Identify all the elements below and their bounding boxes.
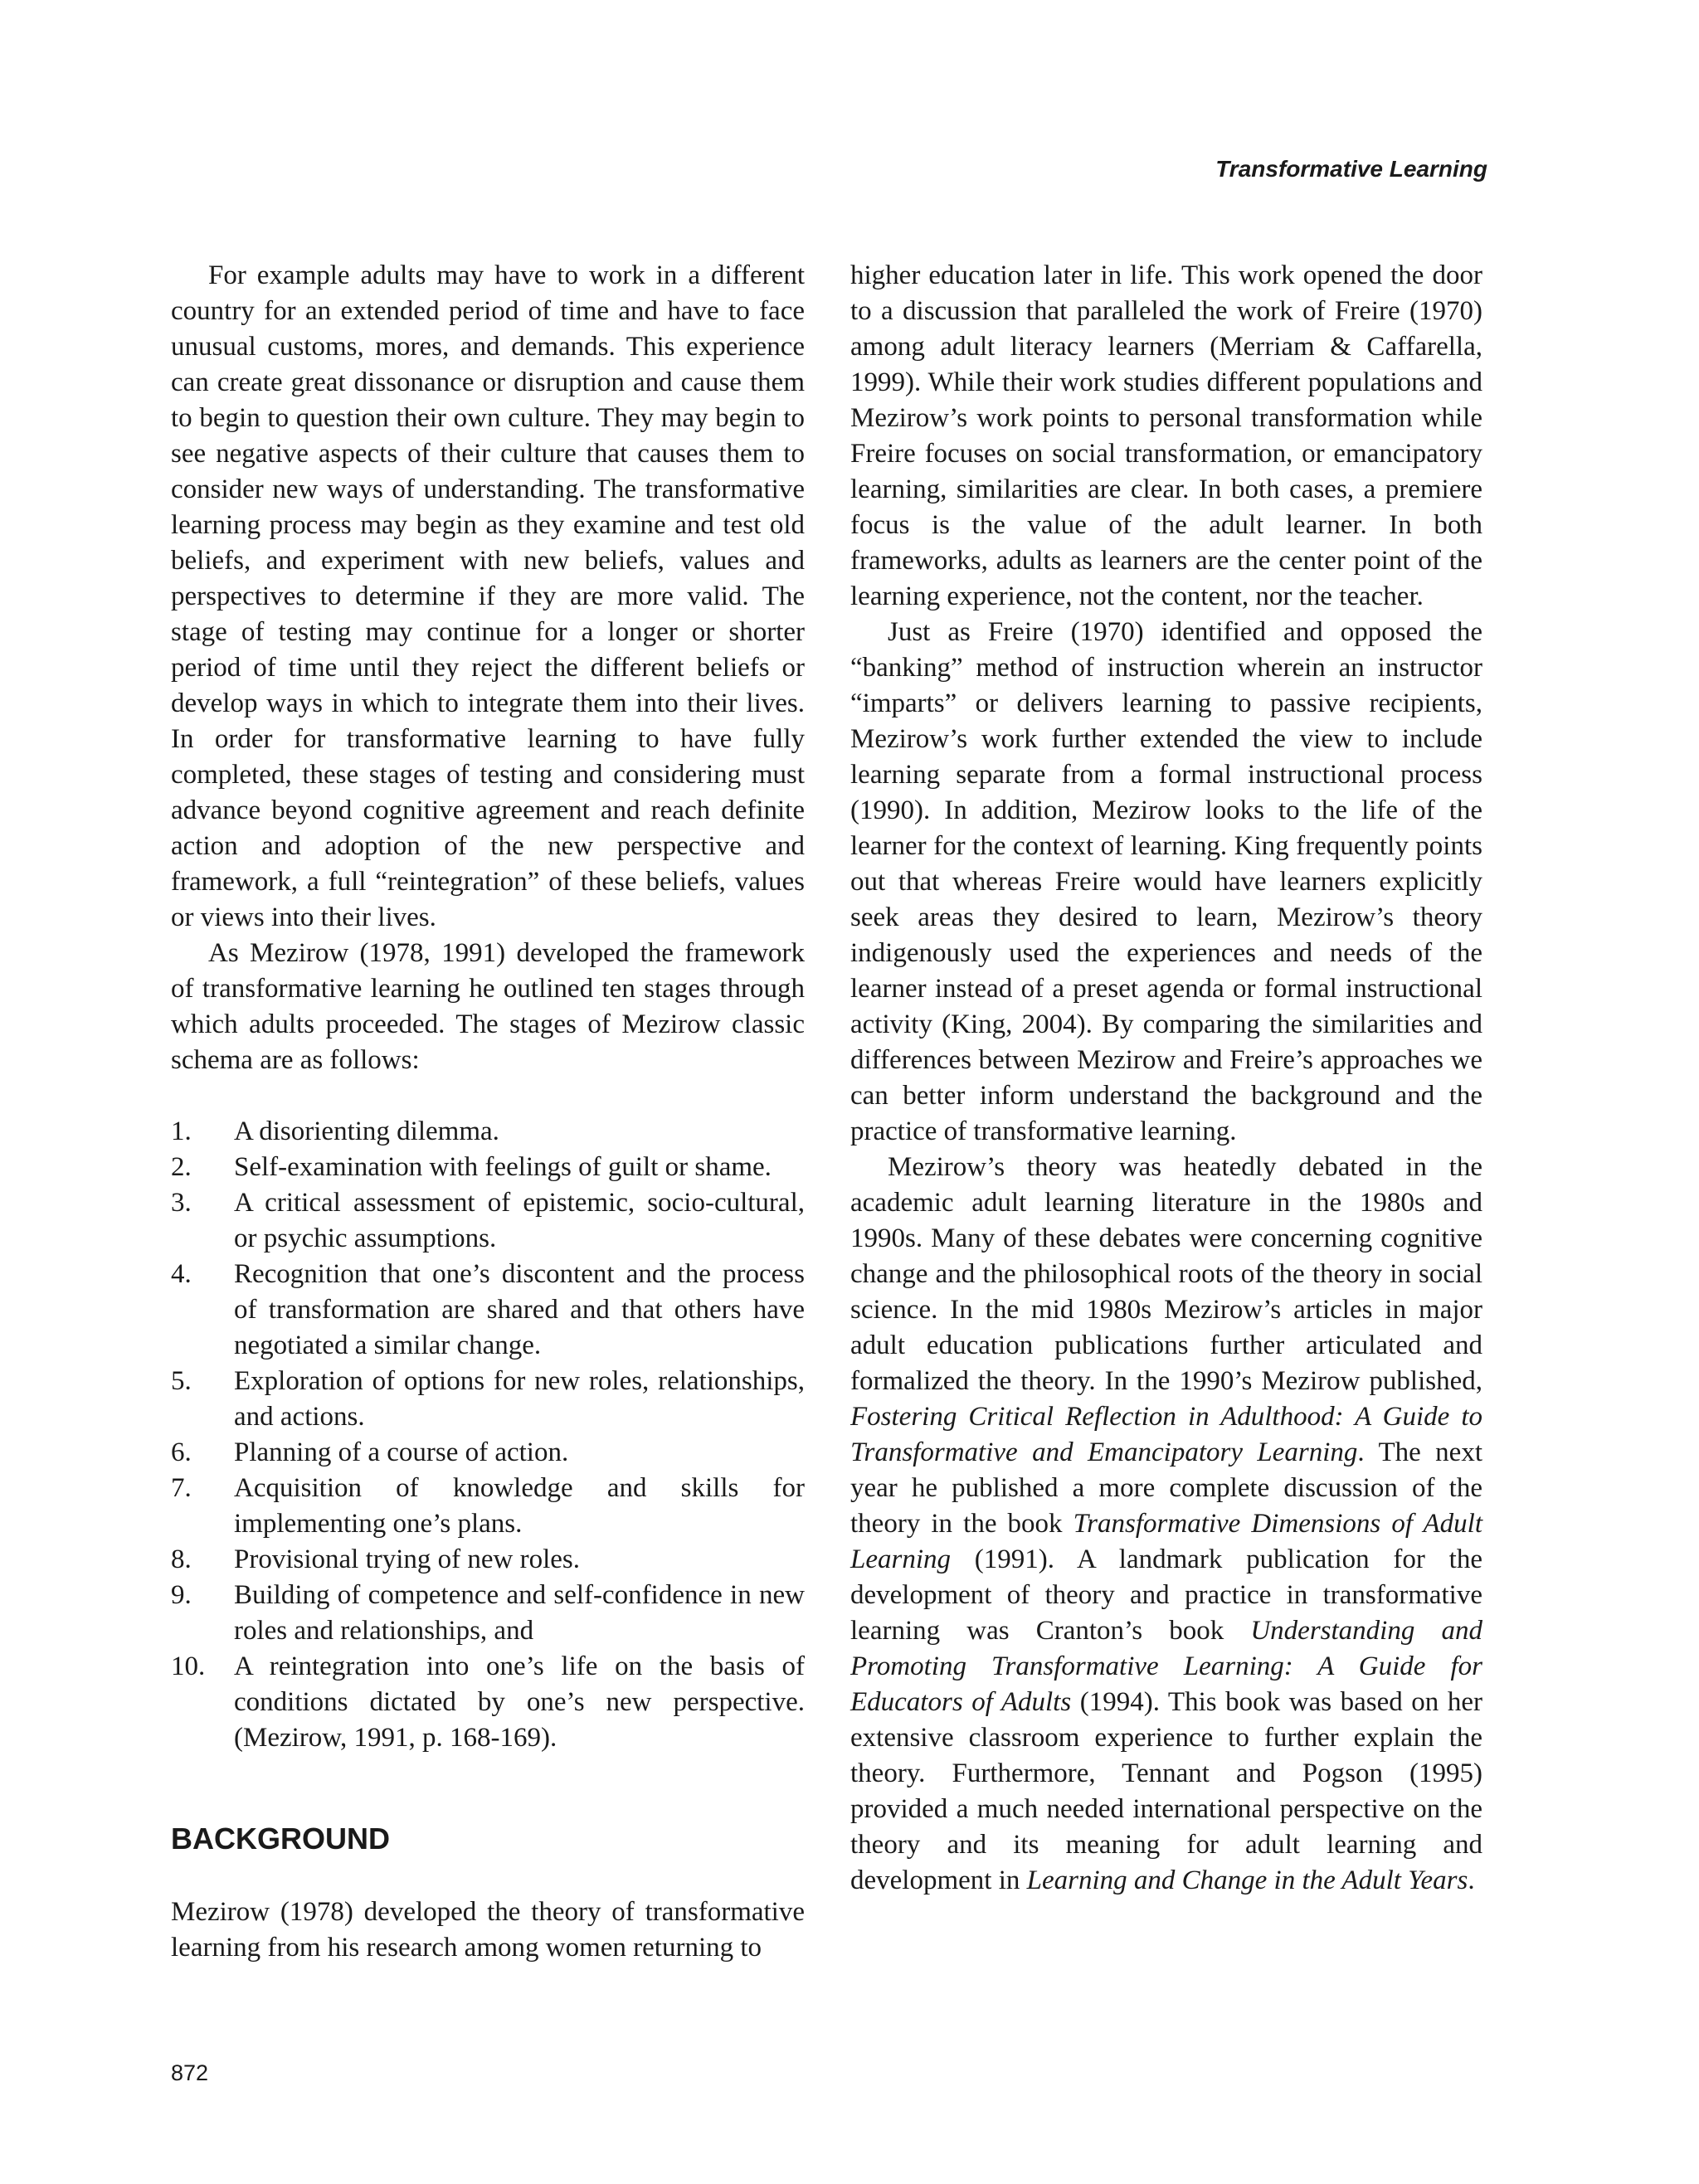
book-title: Transformative Dimensions of Adult Learning — [850, 1509, 1482, 1574]
list-item — [171, 1542, 805, 1578]
page-number: 872 — [171, 2060, 209, 2085]
paragraph-text: (1994). This book was based on her extensive classroom experience to further explain the theory. Furthermore, Tennant and Pogson (1995) provided a much needed international perspective on the theory and its meaning for adult learning and development in — [850, 1687, 1482, 1895]
stages-list — [171, 1114, 805, 1756]
list-item — [171, 1364, 805, 1435]
list-item — [171, 1257, 805, 1364]
list-item — [171, 1150, 805, 1185]
left-column — [171, 258, 805, 1966]
paragraph-text: . The next year he published a more complete discussion of the theory in the book — [850, 1437, 1482, 1539]
body-paragraph — [850, 1150, 1482, 1899]
paragraph-text: Mezirow’s theory was heatedly debated in the academic adult learning literature in the 1980s and 1990s. Many of these debates were concerning cognitive change and the philosophical roots of the theory in social science. In the mid 1980s Mezirow’s articles in major adult education publications further articulated and formalized the theory. In the 1990’s Mezirow published, — [850, 1152, 1482, 1396]
list-item — [171, 1435, 805, 1471]
book-title: Fostering Critical Reflection in Adulthood: A Guide to Transformative and Emancipatory Learning — [850, 1402, 1482, 1467]
body-paragraph: Mezirow (1978) developed the theory of transformative learning from his research among women returning to — [171, 1897, 805, 1963]
list-item-number: 8. — [171, 1544, 192, 1574]
list-item — [171, 1649, 805, 1756]
list-item — [171, 1471, 805, 1542]
body-paragraph: higher education later in life. This work opened the door to a discussion that paralleled the work of Freire (1970) among adult literacy learners (Merriam & Caffarella, 1999). While their work studies different populations and Mezirow’s work points to personal transformation while Freire focuses on social transformation, or emancipatory learning, similarities are clear. In both cases, a premiere focus is the value of the adult learner. In both frameworks, adults as learners are the center point of the learning experience, not the content, nor the teacher. — [850, 260, 1482, 611]
right-column — [850, 258, 1482, 1899]
list-item-number: 2. — [171, 1152, 192, 1182]
list-item-text: Exploration of options for new roles, relationships, and actions. — [234, 1366, 805, 1432]
list-item-number: 1. — [171, 1116, 192, 1146]
list-item-text: A reintegration into one’s life on the basis of conditions dictated by one’s new perspective. (Mezirow, 1991, p. 168-169). — [234, 1651, 805, 1753]
list-item-number: 6. — [171, 1437, 192, 1467]
body-paragraph: For example adults may have to work in a different country for an extended period of time and have to face unusual customs, mores, and demands. This experience can create great dissonance or disruption and cause them to begin to question their own culture. They may begin to see negative aspects of their culture that causes them to consider new ways of understanding. The transformative learning process may begin as they examine and test old beliefs, and experiment with new beliefs, values and perspectives to determine if they are more valid. The stage of testing may continue for a longer or shorter period of time until they reject the different beliefs or develop ways in which to integrate them into their lives. In order for transformative learning to have fully completed, these stages of testing and considering must advance beyond cognitive agreement and reach definite action and adoption of the new perspective and framework, a full “reintegration” of these beliefs, values or views into their lives. — [171, 260, 805, 932]
list-item — [171, 1578, 805, 1649]
list-item-number: 9. — [171, 1580, 192, 1610]
list-item-number: 10. — [171, 1651, 206, 1681]
list-item-number: 5. — [171, 1366, 192, 1396]
paragraph-text: (1991). A landmark publication for the development of theory and practice in transformative learning was Cranton’s book — [850, 1544, 1482, 1646]
body-paragraph: As Mezirow (1978, 1991) developed the framework of transformative learning he outlined ten stages through which adults proceeded. The stages of Mezirow classic schema are as follows: — [171, 938, 805, 1075]
list-item-text: A critical assessment of epistemic, socio-cultural, or psychic assumptions. — [234, 1188, 805, 1253]
list-item-text: Building of competence and self-confidence in new roles and relationships, and — [234, 1580, 805, 1646]
list-item-text: Provisional trying of new roles. — [234, 1544, 581, 1574]
body-paragraph: Just as Freire (1970) identified and opposed the “banking” method of instruction wherein an instructor “imparts” or delivers learning to passive recipients, Mezirow’s work further extended the view to include learning separate from a formal instructional process (1990). In addition, Mezirow looks to the life of the learner for the context of learning. King frequently points out that whereas Freire would have learners explicitly seek areas they desired to learn, Mezirow’s theory indigenously used the experiences and needs of the learner instead of a preset agenda or formal instructional activity (King, 2004). By comparing the similarities and differences between Mezirow and Freire’s approaches we can better inform understand the background and the practice of transformative learning. — [850, 617, 1482, 1146]
paragraph-text: . — [1468, 1865, 1475, 1895]
list-item-text: Recognition that one’s discontent and the process of transformation are shared and that others have negotiated a similar change. — [234, 1259, 805, 1360]
section-heading: BACKGROUND — [171, 1822, 390, 1856]
list-item-number: 3. — [171, 1188, 192, 1218]
book-title: Learning and Change in the Adult Years — [1026, 1865, 1468, 1895]
list-item-text: A disorienting dilemma. — [234, 1116, 499, 1146]
list-item-number: 4. — [171, 1259, 192, 1289]
list-item-number: 7. — [171, 1473, 192, 1503]
book-title: Understanding and Promoting Transformative Learning: A Guide for Educators of Adults — [850, 1616, 1482, 1717]
running-head-title: Transformative Learning — [1215, 156, 1487, 182]
list-item — [171, 1185, 805, 1257]
list-item — [171, 1114, 805, 1150]
list-item-text: Planning of a course of action. — [234, 1437, 569, 1467]
list-item-text: Self-examination with feelings of guilt or shame. — [234, 1152, 772, 1182]
list-item-text: Acquisition of knowledge and skills for implementing one’s plans. — [234, 1473, 805, 1539]
